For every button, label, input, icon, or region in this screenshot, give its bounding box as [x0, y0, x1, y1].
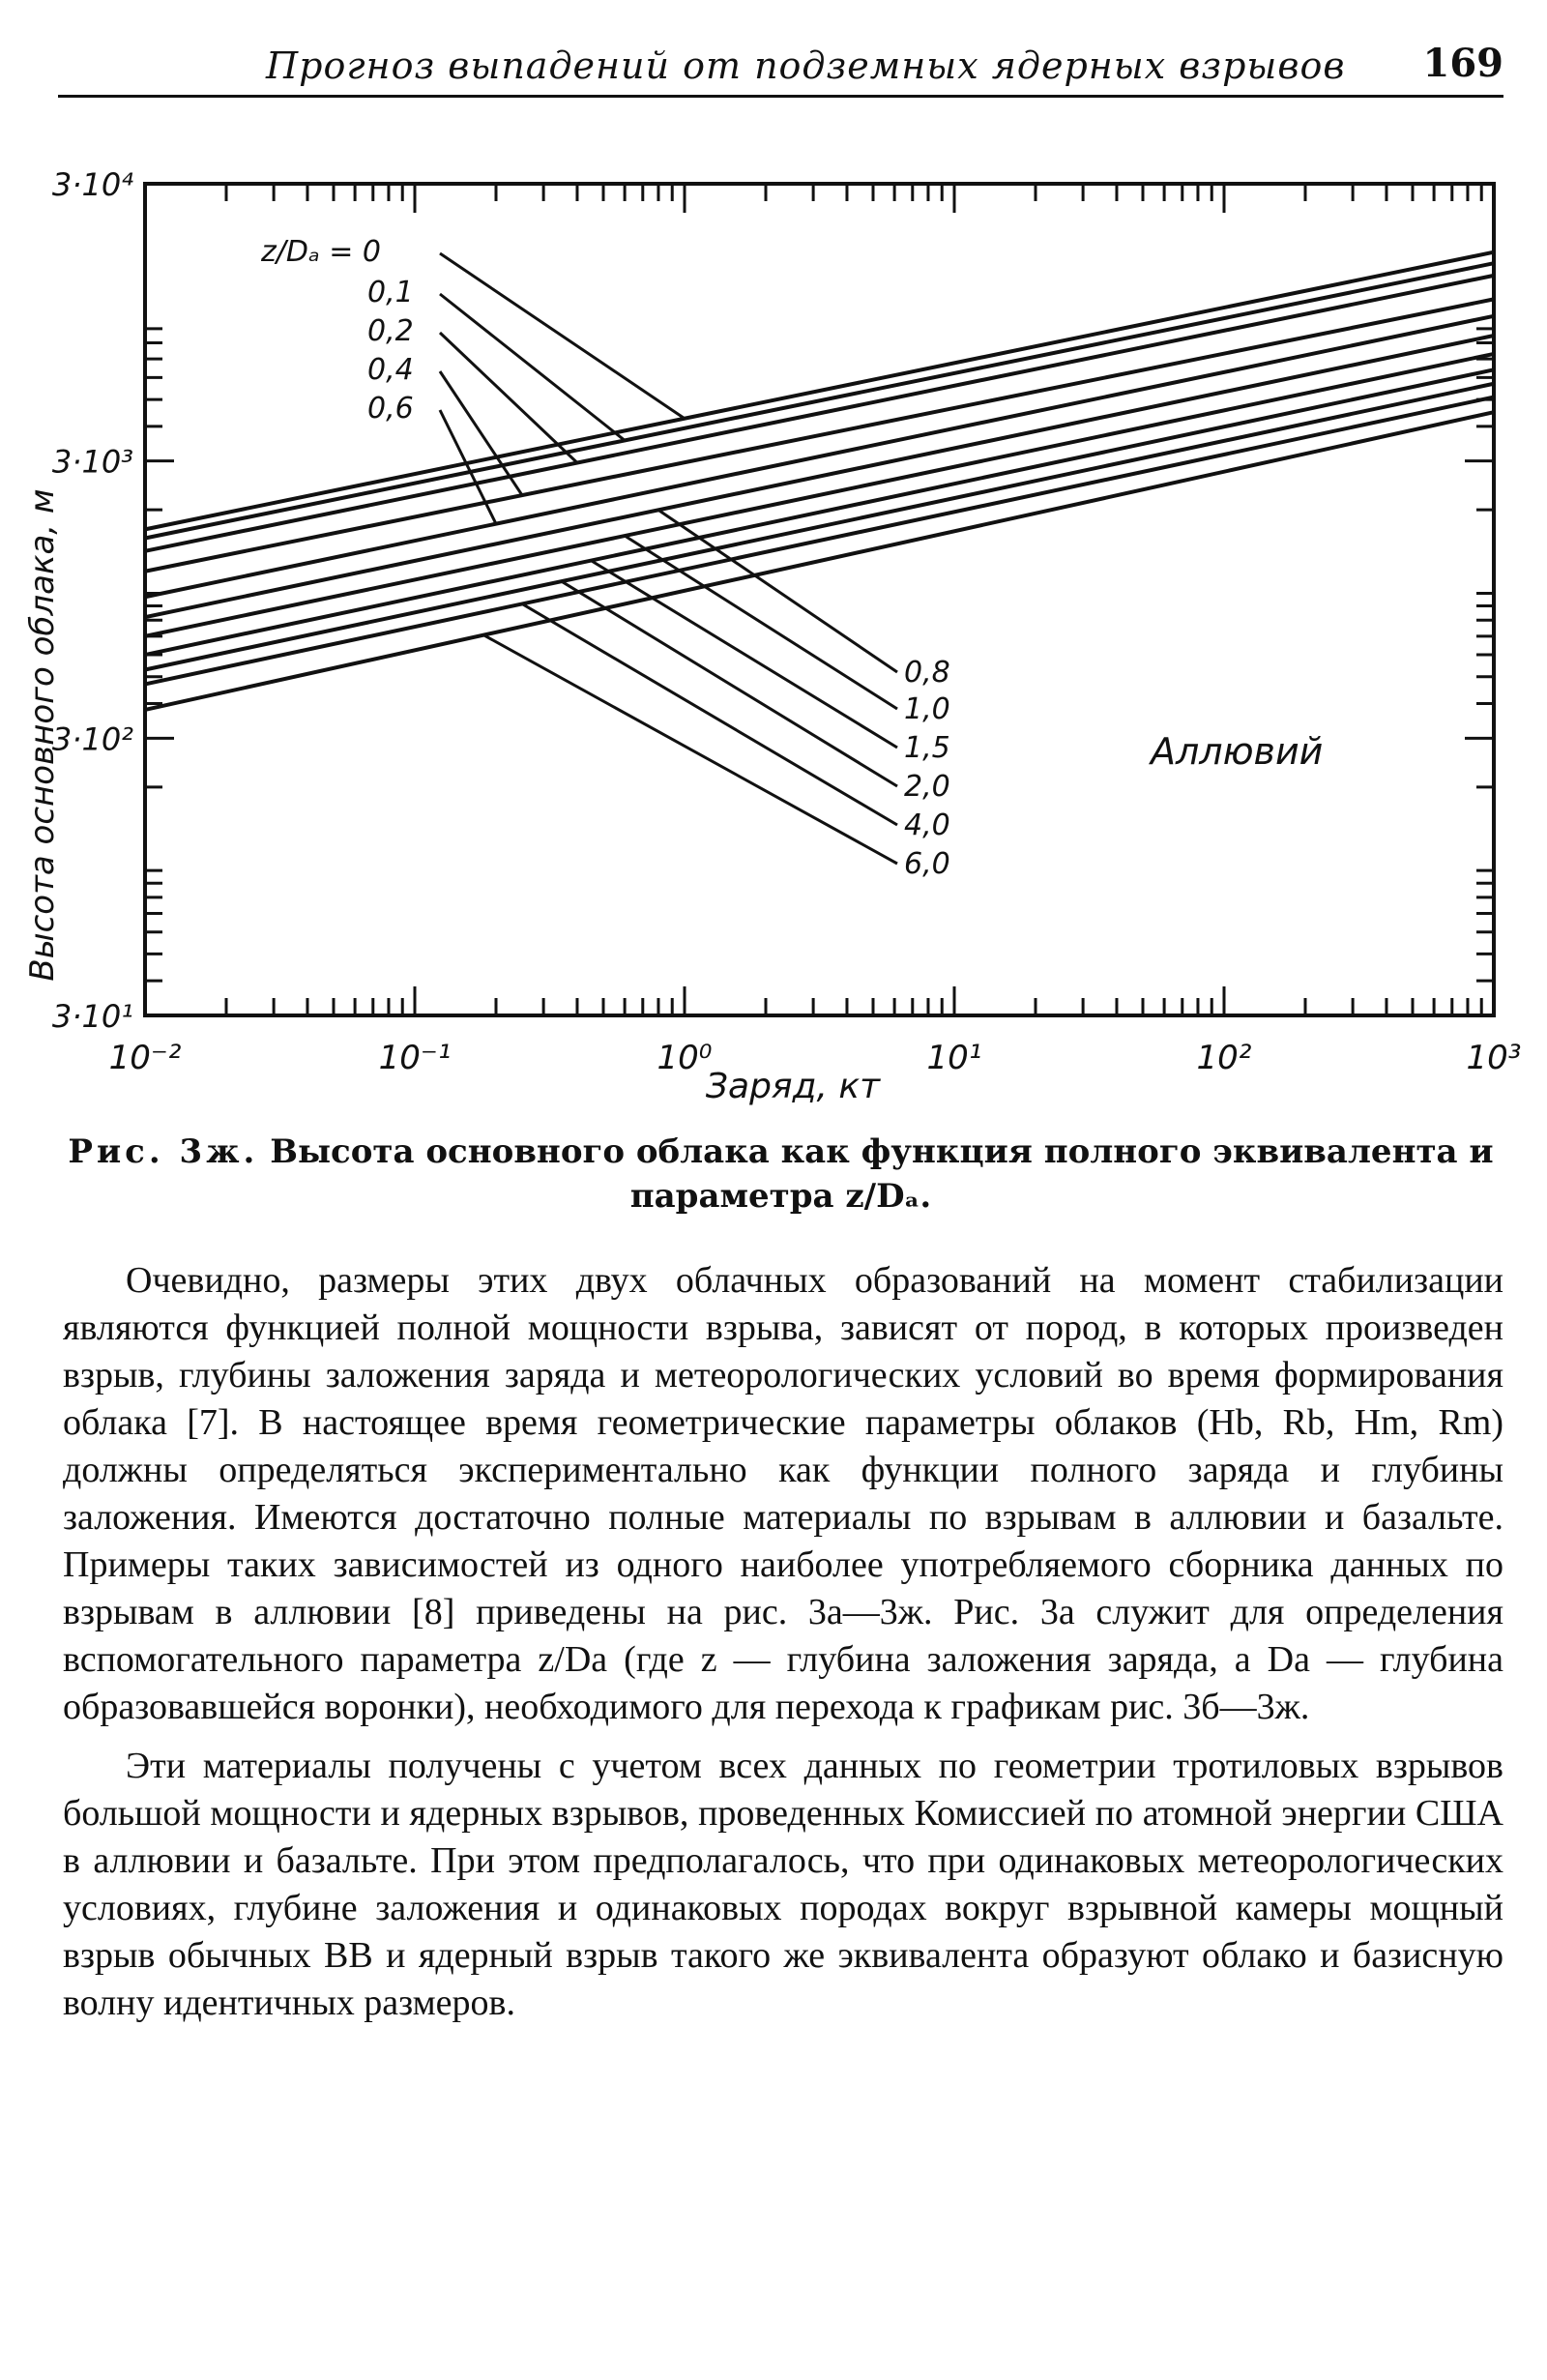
x-tick-label: 10⁻¹: [378, 1039, 452, 1077]
page-number: 169: [1422, 41, 1503, 86]
series-lines: [145, 252, 1494, 710]
figure-3zh-chart: [0, 145, 1547, 1112]
series-line: [145, 384, 1494, 670]
series-line: [145, 252, 1494, 530]
series-label: z/Dₐ = 0: [261, 235, 381, 269]
series-label: 0,8: [904, 656, 950, 690]
series-label: 0,1: [367, 276, 414, 309]
figure-caption: [58, 1130, 1503, 1219]
series-label: 6,0: [904, 847, 950, 881]
series-line: [145, 397, 1494, 685]
x-axis-label: Заряд, кт: [705, 1067, 881, 1106]
y-tick-label: 3·10⁴: [51, 166, 133, 203]
paragraph-1: Очевидно, размеры этих двух облачных образований на момент стабилизации являются функцией полной мощности взрыва, зависят от пород, в которых произведен взрыв, глубины заложения заряда и метеорологических условий во время формирования облака [7]. В настоящее время геометрические параметры облаков (Hb, Rb, Hm, Rm) должны определяться экспериментально как функции полного заряда и глубины заложения. Имеются достаточно полные материалы по взрывам в аллювии и базальте. Примеры таких зависимостей из одного наиболее употребляемого сборника данных по взрывам в аллювии [8] приведены на рис. 3а—3ж. Рис. 3а служит для определения вспомогательного параметра z/Da (где z — глубина заложения заряда, a Da — глубина образовавшейся воронки), необходимого для перехода к графикам рис. 3б—3ж.: [63, 1260, 1503, 1727]
x-tick-label: 10²: [1196, 1039, 1252, 1077]
plot-frame: [145, 184, 1494, 1015]
axis-ticks: [145, 184, 1494, 1015]
x-tick-label: 10⁻²: [108, 1039, 182, 1077]
y-axis-label: Высота основного облака, м: [23, 488, 62, 982]
series-line: [145, 336, 1494, 617]
page-header: [58, 17, 1503, 98]
x-tick-label: 10⁰: [657, 1039, 713, 1077]
y-tick-label: 3·10³: [51, 443, 133, 481]
series-label: 0,6: [367, 392, 414, 426]
caption-figure-number: Рис. 3ж.: [68, 1132, 259, 1171]
annotation-alluvium: Аллювий: [1151, 730, 1324, 773]
y-tick-label: 3·10¹: [51, 998, 133, 1035]
running-title: Прогноз выпадений от подземных ядерных взрывов: [266, 44, 1346, 87]
series-label: 4,0: [904, 808, 950, 842]
caption-text: Высота основного облака как функция полного эквивалента и параметра z/Dₐ.: [270, 1132, 1494, 1216]
series-label: 1,0: [904, 692, 950, 726]
x-tick-label: 10¹: [926, 1039, 982, 1077]
leader-line: [440, 333, 577, 462]
series-label: 1,5: [904, 731, 950, 765]
y-tick-label: 3·10²: [51, 720, 133, 758]
x-tick-label: 10³: [1466, 1039, 1522, 1077]
leader-line: [625, 536, 897, 709]
series-label: 2,0: [904, 770, 950, 804]
leader-line: [440, 253, 685, 419]
body-text: [63, 1257, 1503, 2027]
series-label: 0,2: [367, 314, 414, 348]
leader-line: [562, 581, 897, 786]
series-label: 0,4: [367, 353, 414, 387]
paragraph-2: Эти материалы получены с учетом всех данных по геометрии тротиловых взрывов большой мощности и ядерных взрывов, проведенных Комиссией по атомной энергии США в аллювии и базальте. При этом предполагалось, что при одинаковых метеорологических условиях, глубине заложения и одинаковых породах вокруг взрывной камеры мощный взрыв обычных ВВ и ядерный взрыв такого же эквивалента образуют облако и базисную волну идентичных размеров.: [63, 1746, 1503, 2023]
series-line: [145, 299, 1494, 571]
